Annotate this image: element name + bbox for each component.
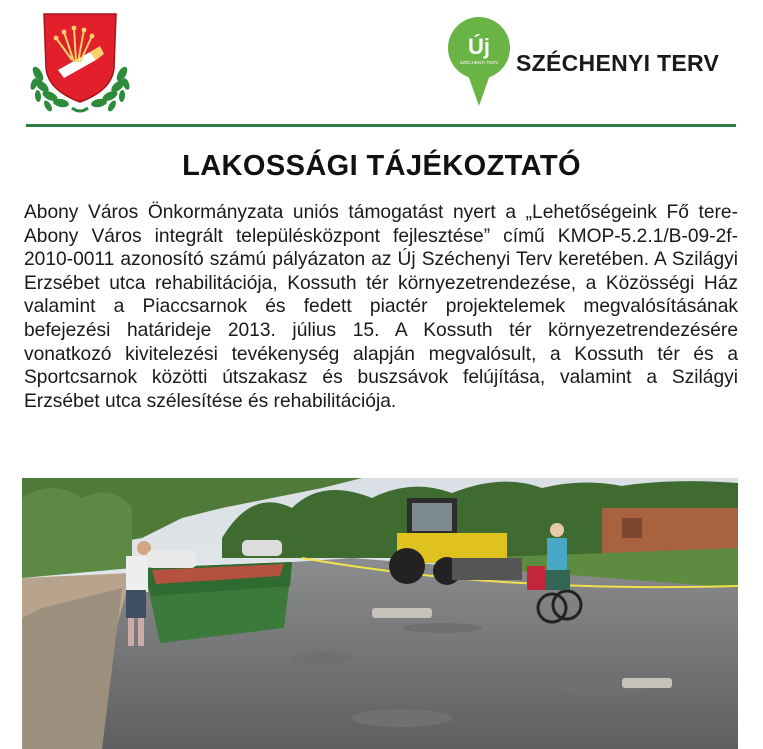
brand-pin-text: Új xyxy=(468,34,490,59)
header-divider xyxy=(26,124,736,127)
abony-coat-of-arms-icon xyxy=(28,10,132,118)
street-construction-photo xyxy=(22,478,738,749)
uj-szechenyi-terv-pin-icon xyxy=(447,16,511,108)
brand-pin-small-text: SZÉCHENYI TERV xyxy=(459,60,499,65)
uj-szechenyi-terv-logo xyxy=(447,16,747,110)
notice-body: Abony Város Önkormányzata uniós támogatást nyert a „Lehetőségeink Fő tere-Abony Város integrált településközpont fejlesztése” című KMOP-5.2.1/B-09-2f-2010-0011 azonosító számú pályázaton az Új Széchenyi Terv keretében. A Szilágyi Erzsébet utca rehabilitációja, Kossuth tér környezetrendezése, a Közösségi Ház valamint a Piaccsarnok és fedett piactér projektelemek megvalósításának befejezési határideje 2013. július 15. A Kossuth tér környezetrendezésére vonatkozó kivitelezési tevékenység alapján megvalósult, a Kossuth tér és a Sportcsarnok közötti útszakasz és buszsávok felújítása, valamint a Szilágyi Erzsébet utca szélesítése és rehabilitációja. xyxy=(24,202,738,412)
notice-title: LAKOSSÁGI TÁJÉKOZTATÓ xyxy=(182,150,581,182)
brand-name: SZÉCHENYI TERV xyxy=(516,50,720,76)
